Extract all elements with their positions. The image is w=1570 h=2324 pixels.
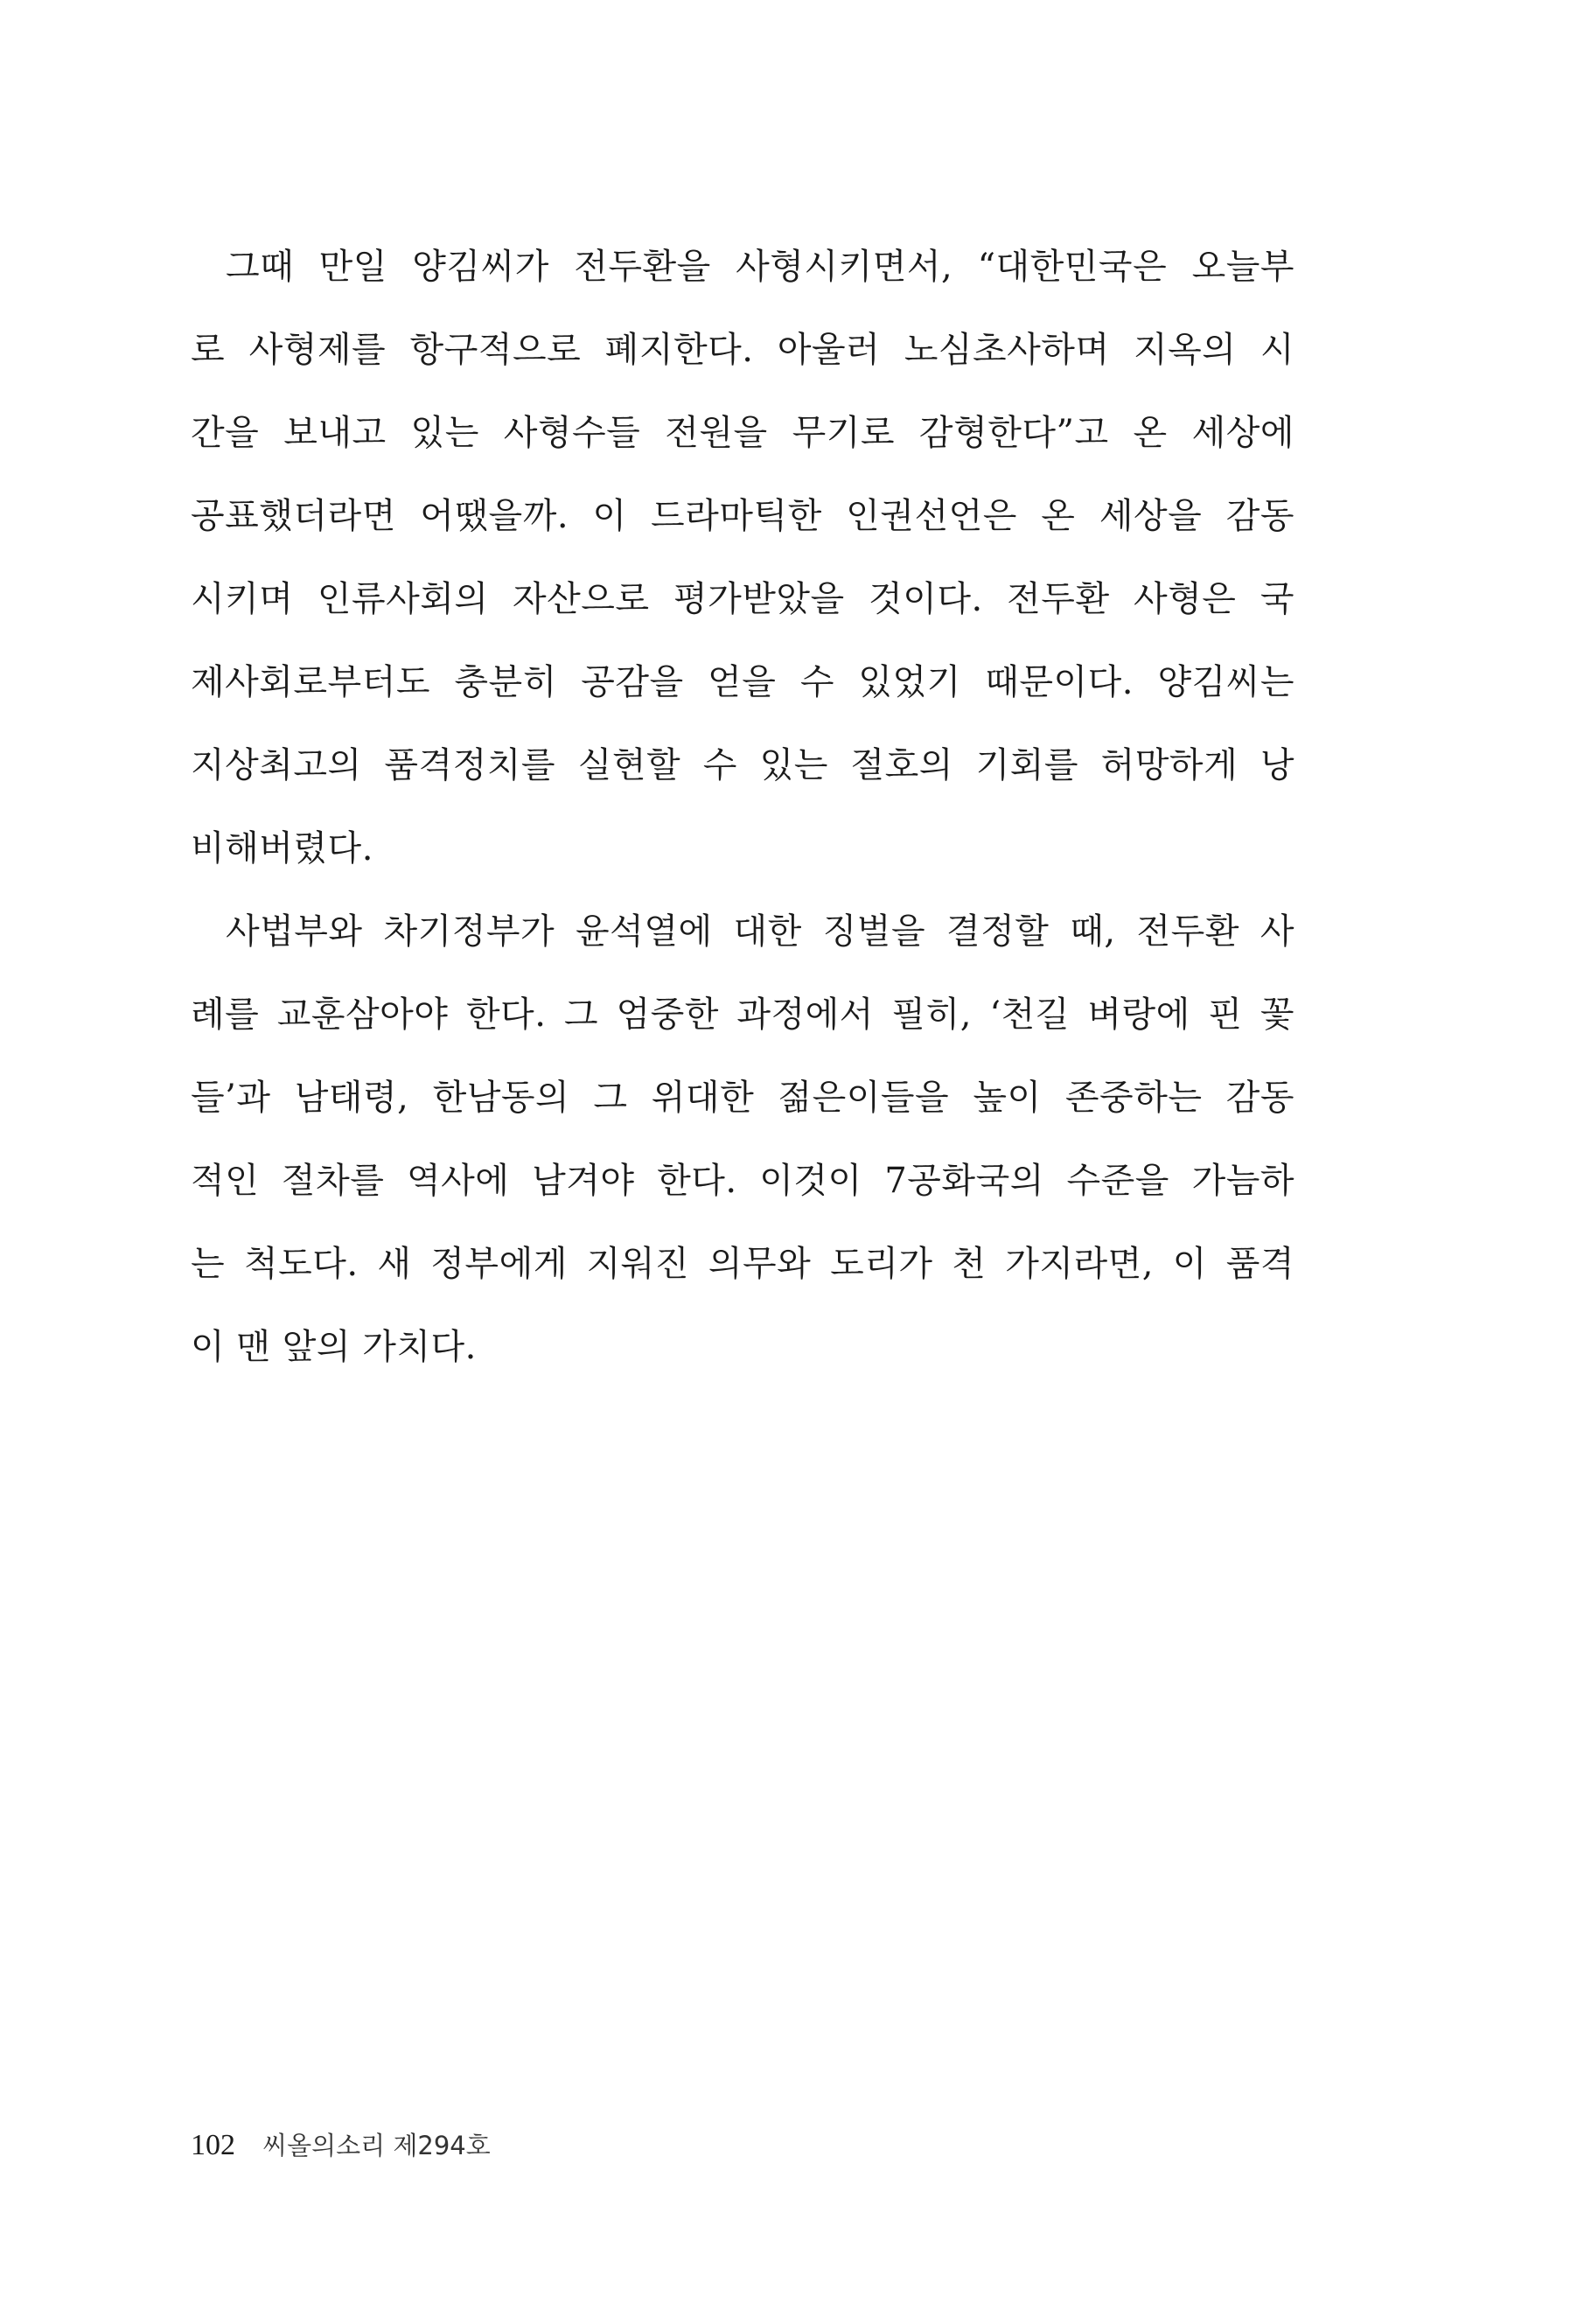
- paragraph-line: 비해버렸다.: [191, 828, 373, 869]
- paragraph-line: 적인 절차를 역사에 남겨야 한다. 이것이 7공화국의 수준을 가늠하: [191, 1161, 1294, 1201]
- paragraph-line: 례를 교훈삼아야 한다. 그 엄중한 과정에서 필히, ‘천길 벼랑에 핀 꽃: [191, 995, 1294, 1035]
- paragraph-1: [191, 226, 1294, 890]
- paragraph-line: 이 맨 앞의 가치다.: [191, 1327, 477, 1367]
- paragraph-line: 사법부와 차기정부가 윤석열에 대한 징벌을 결정할 때, 전두환 사: [226, 911, 1294, 952]
- paragraph-line: 공표했더라면 어땠을까. 이 드라마틱한 인권선언은 온 세상을 감동: [191, 496, 1294, 536]
- paragraph-line: 그때 만일 양김씨가 전두환을 사형시키면서, “대한민국은 오늘부: [226, 247, 1294, 287]
- page-number: 102: [191, 2129, 235, 2161]
- paragraph-2: [191, 890, 1294, 1389]
- paragraph-line: 간을 보내고 있는 사형수들 전원을 무기로 감형한다”고 온 세상에: [191, 413, 1294, 453]
- paragraph-line: 지상최고의 품격정치를 실현할 수 있는 절호의 기회를 허망하게 낭: [191, 745, 1294, 785]
- paragraph-line: 로 사형제를 항구적으로 폐지한다. 아울러 노심초사하며 지옥의 시: [191, 330, 1294, 370]
- magazine-title: 씨올의소리 제294호: [262, 2131, 491, 2160]
- paragraph-line: 는 척도다. 새 정부에게 지워진 의무와 도리가 천 가지라면, 이 품격: [191, 1244, 1294, 1284]
- paragraph-line: 제사회로부터도 충분히 공감을 얻을 수 있었기 때문이다. 양김씨는: [191, 662, 1294, 702]
- paragraph-line: 들’과 남태령, 한남동의 그 위대한 젊은이들을 높이 존중하는 감동: [191, 1078, 1294, 1118]
- page-footer: [191, 2124, 491, 2167]
- paragraph-line: 시키며 인류사회의 자산으로 평가받았을 것이다. 전두환 사형은 국: [191, 579, 1294, 619]
- body-text: [191, 226, 1294, 1389]
